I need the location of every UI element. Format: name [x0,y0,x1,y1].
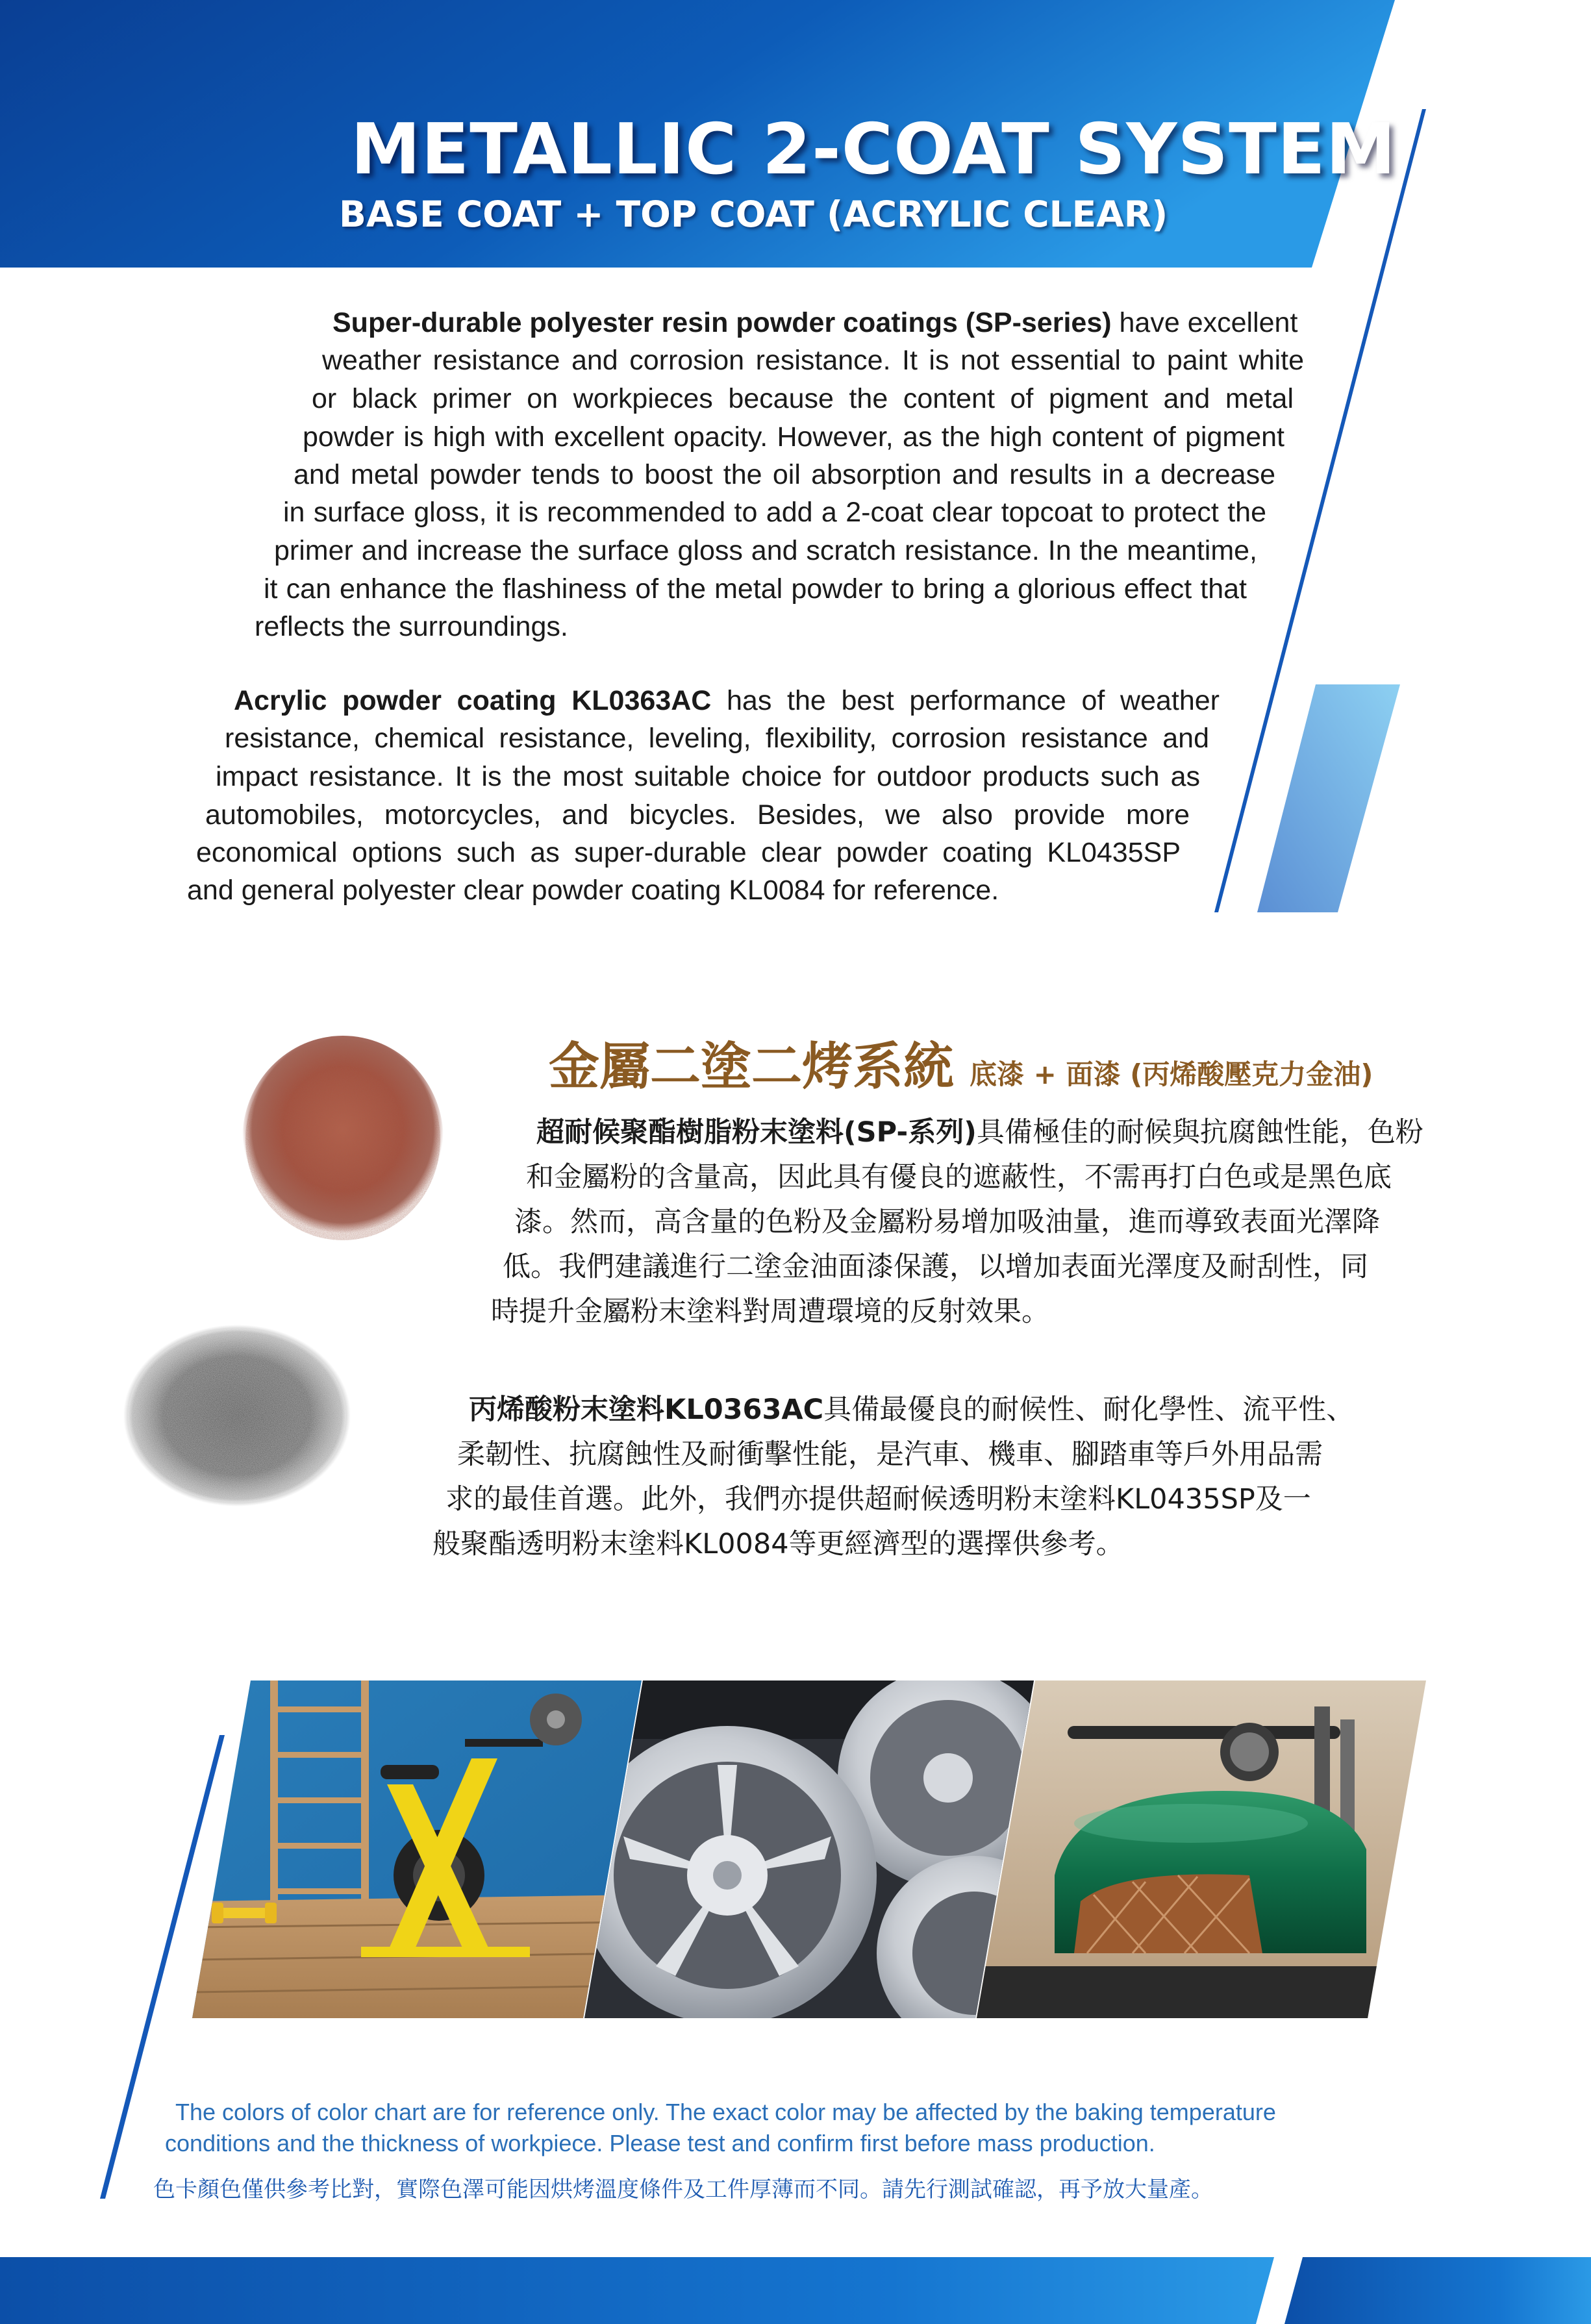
english-paragraph-1-line: reflects the surroundings. [255,611,568,642]
chinese-title [549,1026,1373,1099]
footer-band [0,2252,1591,2324]
english-paragraph-2-line: automobiles, motorcycles, and bicycles. Besides, we also provide more [205,799,1190,831]
chinese-paragraph-1-line: 具備極佳的耐候與抗腐蝕性能，色粉 [976,1116,1423,1149]
page-subtitle: BASE COAT + TOP COAT (ACRYLIC CLEAR) [339,194,1168,235]
photo-motorcycle [977,1681,1426,2018]
english-paragraph-1-line: in surface gloss, it is recommended to add a 2-coat clear topcoat to protect the [283,497,1266,528]
english-paragraph-2-line: economical options such as super-durable clear powder coating KL0435SP [196,837,1181,868]
chinese-paragraph-1-line: 和金屬粉的含量高，因此具有優良的遮蔽性，不需再打白色或是黑色底 [526,1161,1392,1193]
english-paragraph-1 [0,304,1591,655]
chinese-paragraph-1-line: 漆。然而，高含量的色粉及金屬粉易增加吸油量，進而導致表面光澤降 [514,1206,1380,1238]
english-paragraph-2 [0,682,1591,916]
chinese-paragraph-2 [0,1388,1591,1582]
english-paragraph-2-line: has the best performance of weather [711,685,1220,716]
english-paragraph-1-line: have excellent [1111,307,1298,338]
chinese-paragraph-1-line: 時提升金屬粉末塗料對周遭環境的反射效果。 [491,1295,1049,1328]
english-paragraph-1-line: weather resistance and corrosion resistance. It is not essential to paint white [322,345,1304,376]
photo-exercise-bike [192,1681,642,2018]
english-paragraph-2-line: impact resistance. It is the most suitable choice for outdoor products such as [216,761,1200,792]
english-paragraph-1-line: or black primer on workpieces because the content of pigment and metal [312,383,1294,414]
english-paragraph-1-line: and metal powder tends to boost the oil absorption and results in a decrease [294,459,1275,490]
note-english-line-1: The colors of color chart are for reference only. The exact color may be affected by the baking temperature [175,2099,1276,2125]
english-paragraph-2-first-line [234,682,1220,720]
note-chinese: 色卡顏色僅供參考比對，實際色澤可能因烘烤溫度條件及工件厚薄而不同。請先行測試確認，再予放大量產。 [153,2177,1213,2203]
english-paragraph-1-bold: Super-durable polyester resin powder coatings (SP-series) [332,307,1112,338]
chinese-paragraph-1-line: 低。我們建議進行二塗金油面漆保護，以增加表面光澤度及耐刮性，同 [503,1251,1368,1283]
english-paragraph-1-line: it can enhance the flashiness of the metal powder to bring a glorious effect that [264,573,1247,605]
english-paragraph-2-bold: Acrylic powder coating KL0363AC [234,685,712,716]
photo-alloy-wheels [584,1681,1034,2018]
english-paragraph-1-line: primer and increase the surface gloss and scratch resistance. In the meantime, [274,535,1257,566]
chinese-title-main: 金屬二塗二烤系統 [549,1038,955,1096]
page-title: METALLIC 2-COAT SYSTEM [351,109,1397,190]
chinese-paragraph-2-line: 般聚酯透明粉末塗料KL0084等更經濟型的選擇供參考。 [432,1528,1124,1560]
chinese-paragraph-1-bold: 超耐候聚酯樹脂粉末塗料(SP-系列) [536,1116,977,1149]
english-paragraph-1-line: powder is high with excellent opacity. However, as the high content of pigment [303,421,1284,453]
chinese-paragraph-2-line: 求的最佳首選。此外，我們亦提供超耐候透明粉末塗料KL0435SP及一 [445,1483,1311,1516]
english-paragraph-2-line: resistance, chemical resistance, leveling, flexibility, corrosion resistance and [225,723,1209,754]
chinese-paragraph-2-line: 柔韌性、抗腐蝕性及耐衝擊性能，是汽車、機車、腳踏車等戶外用品需 [457,1438,1323,1471]
note-english-line-2: conditions and the thickness of workpiece. Please test and confirm first before mass production. [165,2130,1155,2156]
chinese-paragraph-2-bold: 丙烯酸粉末塗料KL0363AC [469,1393,824,1426]
english-paragraph-2-line: and general polyester clear powder coating KL0084 for reference. [187,875,999,906]
chinese-paragraph-2-line: 具備最優良的耐候性、耐化學性、流平性、 [823,1393,1355,1426]
chinese-paragraph-1 [0,1110,1591,1344]
chinese-title-sub: 底漆 + 面漆 (丙烯酸壓克力金油) [970,1058,1373,1090]
